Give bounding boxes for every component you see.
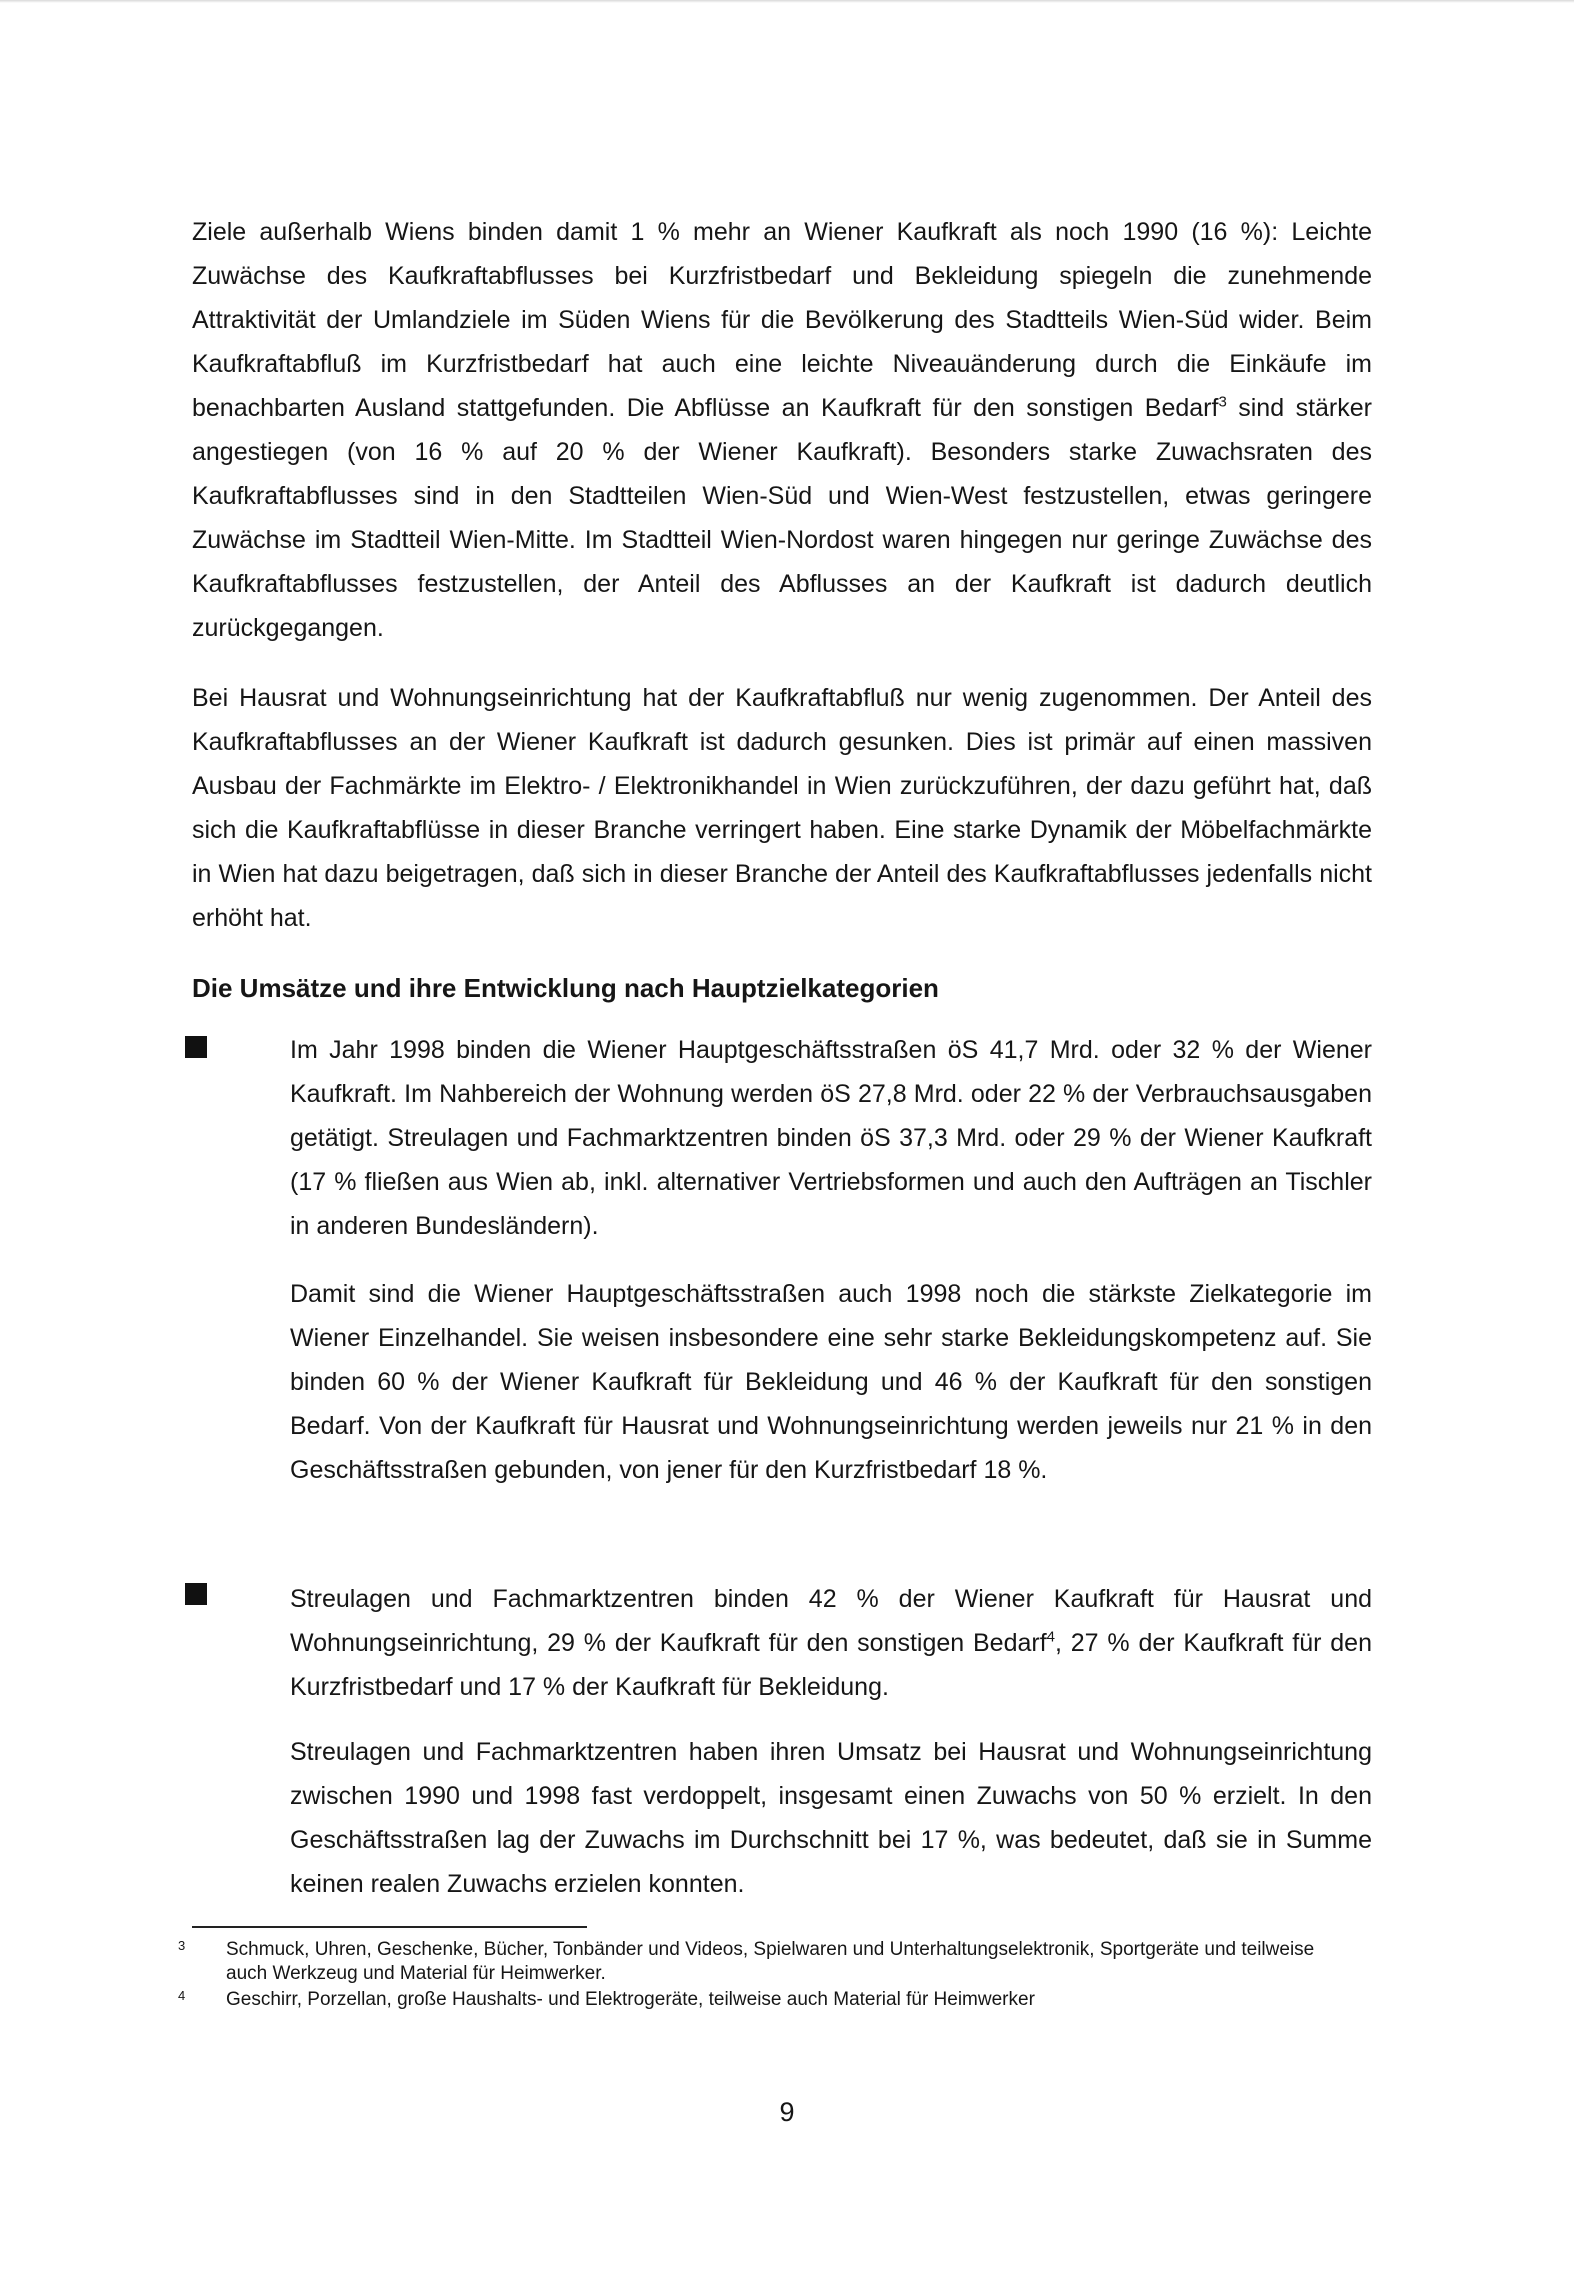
paragraph-text: Streulagen und Fachmarktzentren binden 42 % der Wiener Kaufkraft für Hausrat und Wohnungseinrichtung, 29 % der Kaufkraft für den sonstigen Bedarf — [290, 1585, 1372, 1657]
footnote-4 — [178, 1988, 1378, 2012]
footnote-reference-4: 4 — [1046, 1628, 1056, 1646]
footnote-mark: 3 — [178, 1938, 186, 1953]
footnote-mark: 4 — [178, 1988, 186, 2003]
bullet-2-paragraph-2: Streulagen und Fachmarktzentren haben ihren Umsatz bei Hausrat und Wohnungseinrichtung zwischen 1990 und 1998 fast verdoppelt, insgesamt einen Zuwachs von 50 % erzielt. In den Geschäftsstraßen lag der Zuwachs im Durchschnitt bei 17 %, was bedeutet, daß sie in Summe keinen realen Zuwachs erzielen konnten. — [290, 1738, 1372, 1898]
bullet-1-paragraph-1: Im Jahr 1998 binden die Wiener Hauptgeschäftsstraßen öS 41,7 Mrd. oder 32 % der Wiener Kaufkraft. Im Nahbereich der Wohnung werden öS 27,8 Mrd. oder 22 % der Verbrauchsausgaben getätigt. Streulagen und Fachmarktzentren binden öS 37,3 Mrd. oder 29 % der Wiener Kaufkraft (17 % fließen aus Wien ab, inkl. alternativer Vertriebsformen und auch den Aufträgen an Tischler in anderen Bundesländern). — [290, 1036, 1372, 1240]
paragraph-kaufkraftabfluss — [192, 210, 1372, 650]
paragraph-text: , 27 % der Kaufkraft für den Kurzfristbedarf und 17 % der Kaufkraft für Bekleidung. — [290, 1629, 1372, 1701]
bullet-square-icon — [185, 1583, 207, 1605]
footnote-text: Schmuck, Uhren, Geschenke, Bücher, Tonbänder und Videos, Spielwaren und Unterhaltungselektronik, Sportgeräte und teilweise auch Werkzeug und Material für Heimwerker. — [226, 1939, 1315, 1984]
paragraph-text: Ziele außerhalb Wiens binden damit 1 % mehr an Wiener Kaufkraft als noch 1990 (16 %): Leichte Zuwächse des Kaufkraftabflusses bei Kurzfristbedarf und Bekleidung spiegeln die zunehmende Attraktivität der Umlandziele im Süden Wiens für die Bevölkerung des Stadtteils Wien-Süd wider. Beim Kaufkraftabfluß im Kurzfristbedarf hat auch eine leichte Niveauänderung durch die Einkäufe im benachbarten Ausland stattgefunden. Die Abflüsse an Kaufkraft für den sonstigen Bedarf — [192, 218, 1372, 422]
footnote-separator — [192, 1926, 587, 1928]
paragraph-hausrat: Bei Hausrat und Wohnungseinrichtung hat der Kaufkraftabfluß nur wenig zugenommen. Der Anteil des Kaufkraftabflusses an der Wiener Kaufkraft ist dadurch gesunken. Dies ist primär auf einen massiven Ausbau der Fachmärkte im Elektro- / Elektronikhandel in Wien zurückzuführen, der dazu geführt hat, daß sich die Kaufkraftabflüsse in dieser Branche verringert haben. Eine starke Dynamik der Möbelfachmärkte in Wien hat dazu beigetragen, daß sich in dieser Branche der Anteil des Kaufkraftabflusses jedenfalls nicht erhöht hat. — [192, 684, 1372, 932]
page-number: 9 — [779, 2097, 795, 2127]
section-heading: Die Umsätze und ihre Entwicklung nach Hauptzielkategorien — [192, 973, 939, 1003]
scan-top-edge — [0, 0, 1574, 3]
footnote-3 — [178, 1938, 1378, 1986]
bullet-square-icon — [185, 1036, 207, 1058]
footnote-reference-3: 3 — [1218, 393, 1227, 411]
bullet-2-paragraph-1 — [290, 1577, 1372, 1709]
bullet-1-paragraph-2: Damit sind die Wiener Hauptgeschäftsstraßen auch 1998 noch die stärkste Zielkategorie im Wiener Einzelhandel. Sie weisen insbesondere eine sehr starke Bekleidungskompetenz auf. Sie binden 60 % der Wiener Kaufkraft für Bekleidung und 46 % der Kaufkraft für den sonstigen Bedarf. Von der Kaufkraft für Hausrat und Wohnungseinrichtung werden jeweils nur 21 % in den Geschäftsstraßen gebunden, von jener für den Kurzfristbedarf 18 %. — [290, 1280, 1372, 1484]
footnote-text: Geschirr, Porzellan, große Haushalts- und Elektrogeräte, teilweise auch Material für Heimwerker — [226, 1989, 1035, 2010]
paragraph-text: sind stärker angestiegen (von 16 % auf 20 % der Wiener Kaufkraft). Besonders starke Zuwachsraten des Kaufkraftabflusses sind in den Stadtteilen Wien-Süd und Wien-West festzustellen, etwas geringere Zuwächse im Stadtteil Wien-Mitte. Im Stadtteil Wien-Nordost waren hingegen nur geringe Zuwächse des Kaufkraftabflusses festzustellen, der Anteil des Abflusses an der Kaufkraft ist dadurch deutlich zurückgegangen. — [192, 394, 1372, 642]
